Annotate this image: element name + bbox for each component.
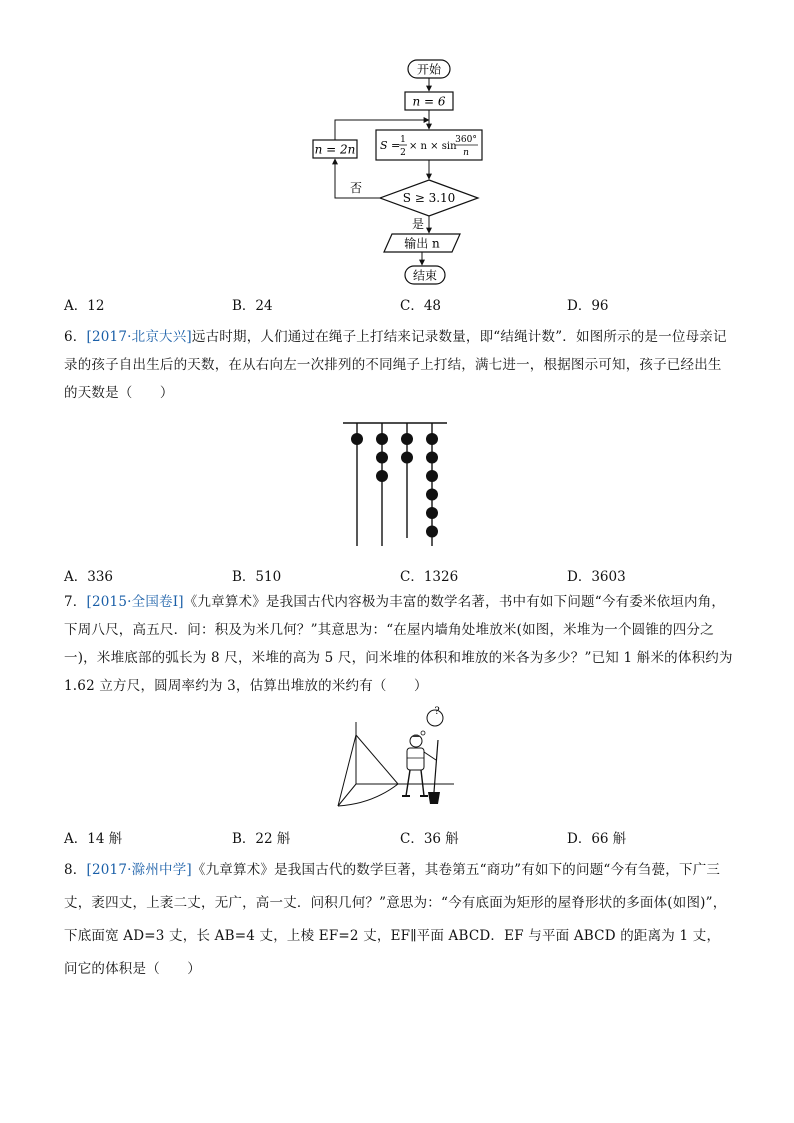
svg-text:?: ? [434,706,440,717]
q8-line3: 下底面宽 AD=3 丈，长 AB=4 丈，上棱 EF=2 丈，EF∥平面 ABCD．EF 与平面 ABCD 的距离为 1 丈， [64,928,721,944]
q7-stem [64,588,740,700]
q7-option-b[interactable]: B．22 斛 [232,831,291,847]
formula-s: S = [380,139,401,152]
flowchart [300,55,500,295]
q6-option-b[interactable]: B．510 [232,569,282,585]
flowchart-update-text: n = 2n [314,142,356,157]
flowchart-no-label: 否 [350,181,363,195]
q5-option-c[interactable]: C．48 [400,298,442,314]
knot [426,507,438,519]
formula-angle-den: n [463,148,469,158]
formula-half-den: 2 [400,148,406,158]
q7-option-a[interactable]: A．14 斛 [64,831,123,847]
flowchart-end-text: 结束 [412,268,438,283]
q7-options [64,827,704,847]
knot [376,470,388,482]
knot [376,452,388,464]
q8-line2: 丈，袤四丈，上袤二丈，无广，高一丈．问积几何？”意思为：“今有底面为矩形的屋脊形状的多面体(如图)”， [64,895,727,911]
q7-number: 7． [64,594,87,610]
q6-source: [2017·北京大兴] [86,329,192,345]
rice-pile-figure [330,704,470,812]
q6-options [64,565,704,585]
q6-option-a[interactable]: A．336 [64,569,114,585]
knot [426,526,438,538]
flowchart-init-text: n = 6 [412,94,446,109]
knot-counting-figure [340,418,450,550]
knot [351,433,363,445]
q8-source: [2017·滁州中学] [86,862,192,878]
q7-line4: 1.62 立方尺，圆周率约为 3，估算出堆放的米约有（ ） [64,678,428,694]
q6-option-d[interactable]: D．3603 [567,569,626,585]
q8-line4: 问它的体积是（ ） [64,961,201,977]
q6-number: 6． [64,329,87,345]
q8-stem [64,854,740,986]
q7-line3: 一)，米堆底部的弧长为 8 尺，米堆的高为 5 尺，问米堆的体积和堆放的米各为多少？”已知 1 斛米的体积约为 [64,650,733,666]
formula-angle-num: 360° [455,135,477,145]
knot [376,433,388,445]
flowchart-start-text: 开始 [416,62,442,77]
formula-mid: × n × sin [409,141,457,152]
q7-line2: 下周八尺，高五尺．问：积及为米几何？”其意思为：“在屋内墙角处堆放米(如图，米堆为一个圆锥的四分之 [64,622,714,638]
flowchart-output-text: 输出 n [404,236,440,251]
knot [426,489,438,501]
q5-options [64,294,704,314]
flowchart-condition-text: S ≥ 3.10 [402,191,456,205]
q5-option-a[interactable]: A．12 [64,298,105,314]
q7-option-c[interactable]: C．36 斛 [400,831,459,847]
q6-line1: 远古时期，人们通过在绳子上打结来记录数量，即“结绳计数”．如图所示的是一位母亲记 [191,329,727,345]
formula-half-num: 1 [400,135,406,145]
knot [426,433,438,445]
flowchart-yes-label: 是 [412,217,425,231]
knot [401,433,413,445]
q7-source: [2015·全国卷Ⅰ] [86,594,184,610]
q8-line1: 《九章算术》是我国古代的数学巨著，其卷第五“商功”有如下的问题“今有刍甍，下广三 [191,862,721,878]
q7-line1: 《九章算术》是我国古代内容极为丰富的数学名著，书中有如下问题“今有委米依垣内角， [183,594,726,610]
q8-number: 8． [64,862,87,878]
q6-line2: 录的孩子自出生后的天数，在从右向左一次排列的不同绳子上打结，满七进一，根据图示可知，孩子已经出生 [64,357,722,373]
cone-edge-2 [356,735,398,784]
knot [426,470,438,482]
q6-option-c[interactable]: C．1326 [400,569,459,585]
q5-option-d[interactable]: D．96 [567,298,609,314]
q7-option-d[interactable]: D．66 斛 [567,831,627,847]
q6-line3: 的天数是（ ） [64,385,174,401]
q5-option-b[interactable]: B．24 [232,298,273,314]
person-icon [402,706,443,804]
knot [401,452,413,464]
knot [426,452,438,464]
q6-stem [64,323,740,407]
